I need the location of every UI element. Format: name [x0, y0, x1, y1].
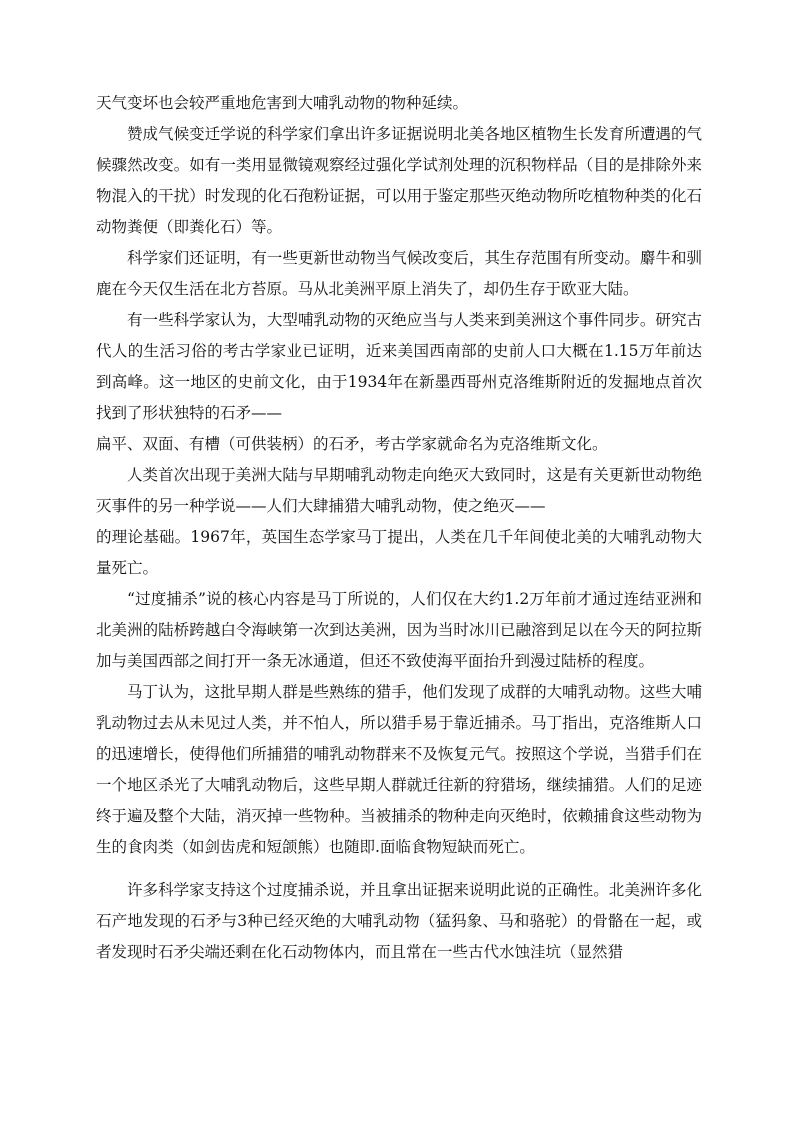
paragraph-2: 赞成气候变迁学说的科学家们拿出许多证据说明北美各地区植物生长发育所遭遇的气候骤然改变。如有一类用显微镜观察经过强化学试剂处理的沉积物样品（目的是排除外来物混入的干扰）时发现的化石孢粉证据，可以用于鉴定那些灭绝动物所吃植物种类的化石动物粪便（即粪化石）等。 [96, 125, 702, 236]
paragraph-3: 科学家们还证明，有一些更新世动物当气候改变后，其生存范围有所变动。麝牛和驯鹿在今天仅生活在北方苔原。马从北美洲平原上消失了，却仍生存于欧亚大陆。 [96, 249, 702, 298]
paragraph-8: “过度捕杀”说的核心内容是马丁所说的，人们仅在大约1.2万年前才通过连结亚洲和北美洲的陆桥跨越白令海峡第一次到达美洲，因为当时冰川已融溶到足以在今天的阿拉斯加与美国西部之间打开一条无冰通道，但还不致使海平面抬升到漫过陆桥的程度。 [96, 590, 702, 670]
paragraph-7: 的理论基础。1967年，英国生态学家马丁提出，人类在几千年间使北美的大哺乳动物大量死亡。 [96, 528, 702, 577]
paragraph-4: 有一些科学家认为，大型哺乳动物的灭绝应当与人类来到美洲这个事件同步。研究古代人的生活习俗的考古学家业已证明，近来美国西南部的史前人口大概在1.15万年前达到高峰。这一地区的史前文化，由于1934年在新墨西哥州克洛维斯附近的发掘地点首次找到了形状独特的石矛—— [96, 311, 702, 422]
paragraph-5: 扁平、双面、有槽（可供装柄）的石矛，考古学家就命名为克洛维斯文化。 [96, 435, 608, 453]
paragraph-6: 人类首次出现于美洲大陆与早期哺乳动物走向绝灭大致同时，这是有关更新世动物绝灭事件的另一种学说——人们大肆捕猎大哺乳动物，使之绝灭—— [96, 466, 702, 515]
paragraph-1: 天气变坏也会较严重地危害到大哺乳动物的物种延续。 [96, 94, 469, 112]
document-page [96, 88, 702, 968]
paragraph-10: 许多科学家支持这个过度捕杀说，并且拿出证据来说明此说的正确性。北美洲许多化石产地发现的石矛与3种已经灭绝的大哺乳动物（猛犸象、马和骆驼）的骨骼在一起，或者发现时石矛尖端还剩在化石动物体内，而且常在一些古代水蚀洼坑（显然猎 [96, 881, 702, 961]
paragraph-9: 马丁认为，这批早期人群是些熟练的猎手，他们发现了成群的大哺乳动物。这些大哺乳动物过去从未见过人类，并不怕人，所以猎手易于靠近捕杀。马丁指出，克洛维斯人口的迅速增长，使得他们所捕猎的哺乳动物群来不及恢复元气。按照这个学说，当猎手们在一个地区杀光了大哺乳动物后，这些早期人群就迁往新的狩猎场，继续捕猎。人们的足迹终于遍及整个大陆，消灭掉一些物种。当被捕杀的物种走向灭绝时，依赖捕食这些动物为生的食肉类（如剑齿虎和短颌熊）也随即.面临食物短缺而死亡。 [96, 683, 702, 856]
